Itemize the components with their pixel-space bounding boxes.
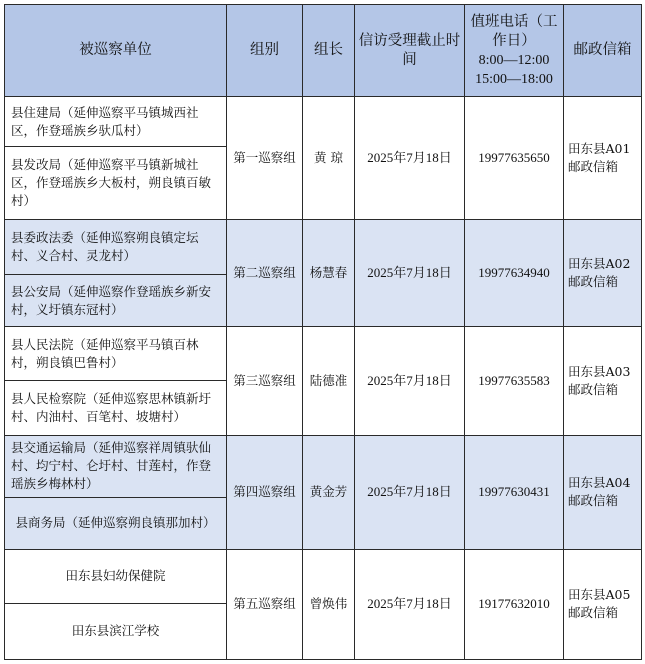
header-deadline: 信访受理截止时间 <box>355 5 465 97</box>
unit-cell: 田东县妇幼保健院 <box>5 549 227 603</box>
mailbox-cell: 田东县A04邮政信箱 <box>564 435 642 549</box>
mailbox-cell: 田东县A01邮政信箱 <box>564 97 642 220</box>
group-cell: 第三巡察组 <box>227 327 303 435</box>
header-phone <box>465 5 564 97</box>
group-cell: 第一巡察组 <box>227 97 303 220</box>
phone-cell: 19977634940 <box>465 220 564 327</box>
unit-cell: 县住建局（延伸巡察平马镇城西社区，作登瑶族乡驮瓜村） <box>5 97 227 147</box>
leader-cell: 黄 琼 <box>303 97 355 220</box>
unit-cell: 县交通运输局（延伸巡察祥周镇驮仙村、均宁村、仑圩村、甘莲村，作登瑶族乡梅林村） <box>5 435 227 497</box>
leader-cell: 黄金芳 <box>303 435 355 549</box>
mailbox-cell: 田东县A02邮政信箱 <box>564 220 642 327</box>
unit-cell: 县人民检察院（延伸巡察思林镇新圩村、内油村、百笔村、坡塘村） <box>5 380 227 435</box>
group-cell: 第四巡察组 <box>227 435 303 549</box>
group-cell: 第五巡察组 <box>227 549 303 659</box>
unit-cell: 县发改局（延伸巡察平马镇新城社区，作登瑶族乡大板村，朔良镇百敏村） <box>5 147 227 220</box>
header-phone-hours-morning: 8:00—12:00 <box>478 52 550 68</box>
leader-cell: 杨慧春 <box>303 220 355 327</box>
table-row <box>5 97 642 147</box>
header-unit: 被巡察单位 <box>5 5 227 97</box>
mailbox-cell: 田东县A03邮政信箱 <box>564 327 642 435</box>
deadline-cell: 2025年7月18日 <box>355 549 465 659</box>
deadline-cell: 2025年7月18日 <box>355 220 465 327</box>
phone-cell: 19977630431 <box>465 435 564 549</box>
phone-cell: 19177632010 <box>465 549 564 659</box>
unit-cell: 县人民法院（延伸巡察平马镇百林村，朔良镇巴鲁村） <box>5 327 227 380</box>
unit-cell: 田东县滨江学校 <box>5 603 227 659</box>
header-mailbox: 邮政信箱 <box>564 5 642 97</box>
table-row <box>5 327 642 380</box>
unit-cell: 县公安局（延伸巡察作登瑶族乡新安村，义圩镇东冠村） <box>5 275 227 327</box>
phone-cell: 19977635583 <box>465 327 564 435</box>
header-group: 组别 <box>227 5 303 97</box>
unit-cell: 县商务局（延伸巡察朔良镇那加村） <box>5 497 227 549</box>
group-cell: 第二巡察组 <box>227 220 303 327</box>
deadline-cell: 2025年7月18日 <box>355 97 465 220</box>
table-row <box>5 435 642 497</box>
header-row <box>5 5 642 97</box>
phone-cell: 19977635650 <box>465 97 564 220</box>
header-phone-title: 值班电话（工作日） <box>470 13 558 49</box>
leader-cell: 曾焕伟 <box>303 549 355 659</box>
leader-cell: 陆德准 <box>303 327 355 435</box>
deadline-cell: 2025年7月18日 <box>355 435 465 549</box>
table-row <box>5 220 642 275</box>
deadline-cell: 2025年7月18日 <box>355 327 465 435</box>
header-phone-hours-afternoon: 15:00—18:00 <box>475 71 553 87</box>
header-leader: 组长 <box>303 5 355 97</box>
unit-cell: 县委政法委（延伸巡察朔良镇定坛村、义合村、灵龙村） <box>5 220 227 275</box>
table-row <box>5 549 642 603</box>
inspection-table <box>4 4 642 660</box>
mailbox-cell: 田东县A05邮政信箱 <box>564 549 642 659</box>
